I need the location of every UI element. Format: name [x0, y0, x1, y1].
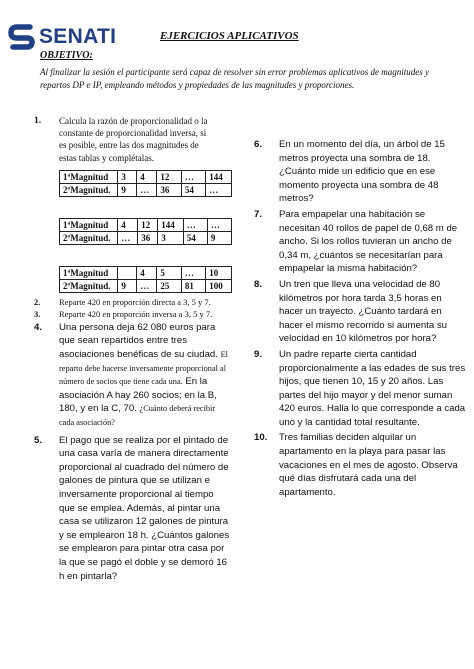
table-row	[60, 170, 232, 183]
table-cell: …	[181, 170, 205, 183]
table-cell: 1ªMagnitud	[60, 218, 118, 231]
problem-4	[34, 321, 232, 430]
table-cell: 144	[206, 170, 232, 183]
table-row	[60, 231, 232, 244]
problem-2	[34, 296, 232, 308]
problem-text: Calcula la razón de proporcionalidad o la constante de proporcionalidad inversa, si es posible, entre las dos magnitudes de estas tablas y complétalas.	[59, 116, 208, 163]
problem-number: 4.	[34, 321, 43, 333]
problem-6	[254, 138, 466, 206]
problem-number: 3.	[34, 308, 41, 319]
table-cell: 100	[206, 279, 232, 292]
table-cell: 4	[118, 218, 138, 231]
table-cell: …	[207, 218, 231, 231]
table-cell: 12	[138, 218, 158, 231]
table-row	[60, 279, 232, 292]
objective-text: Al finalizar la sesión el participante será capaz de resolver sin error problemas aplicativos de magnitudes y repartos DP e IP, empleando métodos y propiedades de las magnitudes y proporciones.	[40, 67, 429, 90]
left-column	[34, 115, 232, 583]
senati-s-logo-icon	[8, 22, 36, 52]
right-column	[254, 138, 466, 499]
table-cell: 5	[157, 266, 181, 279]
table-cell: 36	[157, 183, 181, 196]
problem-number: 1.	[34, 116, 42, 126]
table-cell: 2ªMagnitud.	[60, 231, 118, 244]
table-cell: 1ªMagnitud	[60, 266, 118, 279]
table-cell	[118, 266, 137, 279]
problem-9	[254, 348, 466, 430]
table-cell: 4	[137, 266, 157, 279]
table-cell: 4	[137, 170, 157, 183]
problem-number: 9.	[254, 348, 263, 360]
logo-text: SENATI	[39, 25, 117, 48]
problem-number: 2.	[34, 296, 41, 307]
senati-logo	[8, 20, 116, 54]
table-cell: 9	[118, 183, 137, 196]
table-row	[60, 183, 232, 196]
problem-text: Un padre reparte cierta cantidad proporcionalmente a las edades de sus tres hijos, que tienen 10, 15 y 20 años. Las partes del hijo mayor y del menor suman 420 euros. Halla lo que corresponde a cada uno y la cantidad total resultante.	[279, 348, 466, 428]
table-cell: 2ªMagnitud.	[60, 183, 118, 196]
table-cell: 144	[158, 218, 184, 231]
problem-text: Reparte 420 en proporción inversa a 3, 5 y 7.	[59, 308, 213, 319]
table-cell: …	[137, 183, 157, 196]
problem-1	[34, 115, 232, 164]
table-cell: 10	[206, 266, 232, 279]
table-cell: …	[118, 231, 138, 244]
problem-question: ¿Cuánto deberá recibir cada asociación?	[59, 404, 216, 427]
problem-3	[34, 308, 232, 320]
table-row	[60, 218, 232, 231]
problem-8	[254, 278, 466, 346]
table-cell: 1ªMagnitud	[60, 170, 118, 183]
problem-number: 5.	[34, 434, 43, 446]
problem-text-2: En la asociación A hay 260 socios; en la B, 180, y en la C, 70.	[59, 376, 217, 415]
magnitude-table-2	[59, 218, 232, 245]
table-cell: 9	[118, 279, 137, 292]
problem-number: 7.	[254, 208, 263, 220]
table-cell: …	[183, 218, 207, 231]
problem-7	[254, 208, 466, 276]
problem-text: El pago que se realiza por el pintado de una casa varía de manera directamente proporcional al cuadrado del número de galones de pintura que se utilizan e inversamente proporcional al tiempo que se emplea. Además, al pintar una casa se utilizaron 12 galones de pintura y se emplearon 18 h. ¿Cuántos galones se emplearon para pintar otra casa por la que se pagó el doble y se demoró 16 h en pintarla?	[59, 434, 230, 582]
problem-text: En un momento del día, un árbol de 15 metros proyecta una sombra de 18. ¿Cuánto mide un edificio que en ese momento proyecta una sombra de 48 metros?	[279, 139, 445, 205]
magnitude-table-3	[59, 266, 232, 293]
table-cell: 54	[183, 231, 207, 244]
table-cell: 3	[118, 170, 137, 183]
table-cell: 25	[157, 279, 181, 292]
problem-number: 10.	[254, 432, 268, 444]
problem-text: Reparte 420 en proporción directa a 3, 5 y 7.	[59, 296, 211, 307]
objective-label: OBJETIVO:	[40, 50, 93, 61]
table-cell: 81	[181, 279, 205, 292]
problem-text: Un tren que lleva una velocidad de 80 kilómetros por hora tarda 3,5 horas en hacer un trayecto. ¿Cuánto tardará en hacer el mismo recorrido si aumenta su velocidad en 10 kilómetros por hora?	[279, 278, 447, 345]
magnitude-table-1	[59, 170, 232, 197]
problem-number: 6.	[254, 139, 263, 150]
problem-text: Tres familias deciden alquilar un apartamento en la playa para pasar las vacaciones en el mes de agosto. Observa qué días disfrutará cada una del apartamento.	[279, 432, 458, 498]
table-cell: 3	[158, 231, 184, 244]
problem-5	[34, 434, 232, 584]
table-cell: …	[137, 279, 157, 292]
table-cell: 2ªMagnitud.	[60, 279, 118, 292]
problem-note: El reparto debe hacerse inversamente proporcional al número de socios que tiene cada una.	[59, 350, 228, 387]
table-cell: …	[181, 266, 205, 279]
table-cell: …	[206, 183, 232, 196]
problem-10	[254, 431, 466, 499]
table-cell: 9	[207, 231, 231, 244]
problem-number: 8.	[254, 278, 263, 290]
table-cell: 36	[138, 231, 158, 244]
problem-text: Una persona deja 62 080 euros para que sean repartidos entre tres asociaciones benéficas de su ciudad.	[59, 321, 218, 360]
table-cell: 12	[157, 170, 181, 183]
page-title: EJERCICIOS APLICATIVOS	[160, 30, 299, 42]
table-cell: 54	[181, 183, 205, 196]
table-row	[60, 266, 232, 279]
problem-text: Para empapelar una habitación se necesitan 40 rollos de papel de 0,68 m de ancho. Si los rollos tuvieran un ancho de 0,34 m, ¿cuántos se necesitarían para empapelar la misma habitación?	[279, 208, 458, 275]
